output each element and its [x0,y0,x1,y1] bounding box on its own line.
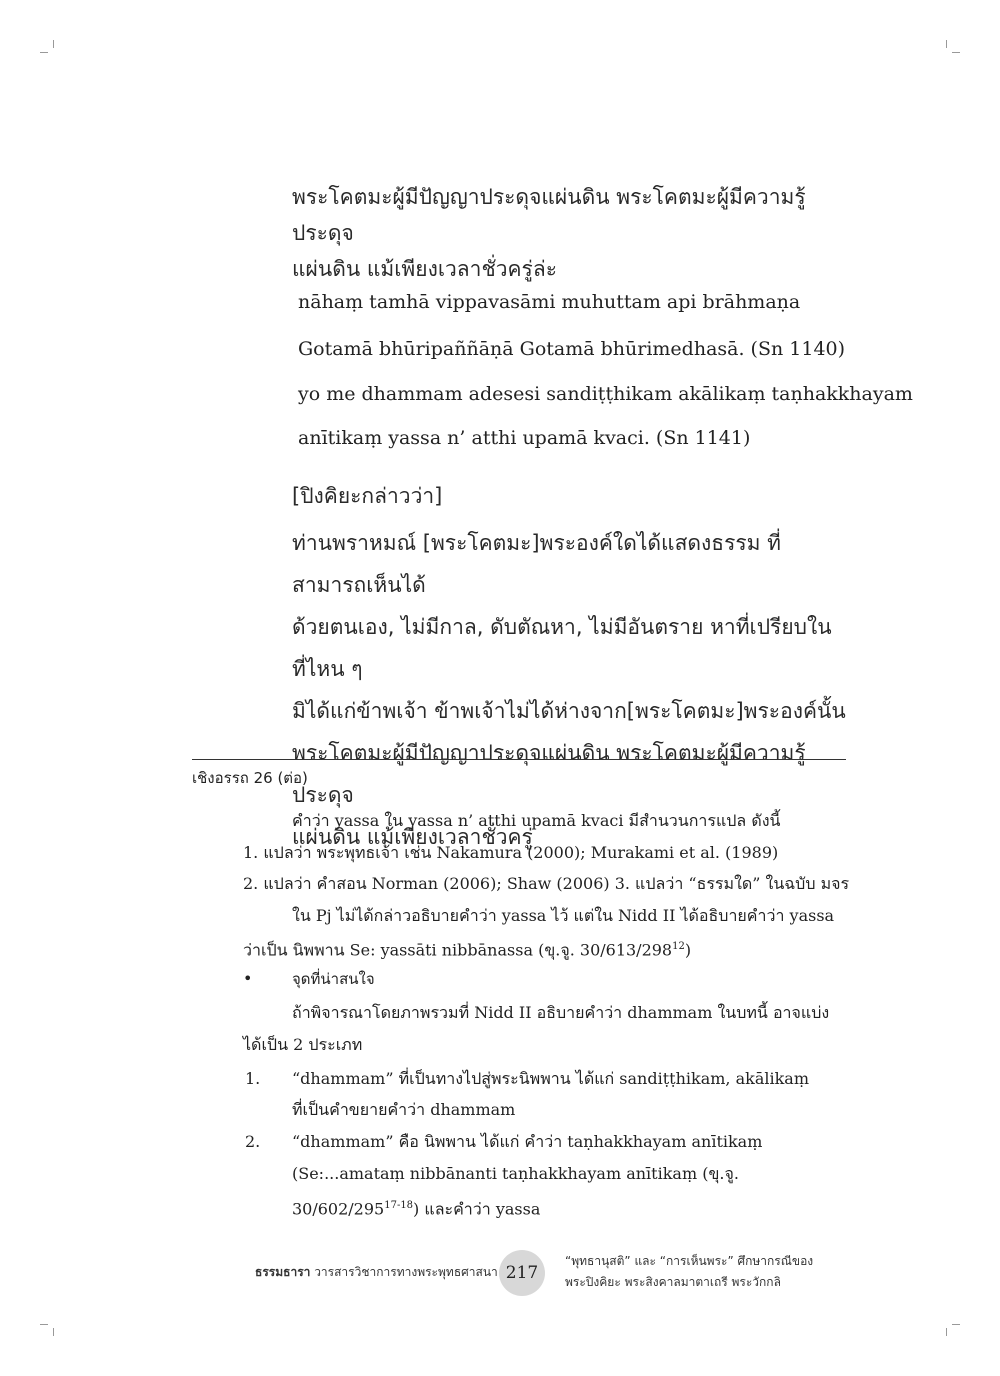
list-number: 1. [245,1069,261,1088]
footnote-rule [192,759,846,760]
page-number-text: 217 [505,1263,539,1283]
footnote-line: 2. แปลว่า คำสอน Norman (2006); Shaw (2006) 3. แปลว่า “ธรรมใด” ในฉบับ มจร [243,874,850,893]
crop-mark-top-left [40,40,54,54]
list-item-line: (Se:...amataṃ nibbānanti taṇhakkhayam anītikaṃ (ขุ.จู. [292,1164,739,1183]
list-number: 2. [245,1132,261,1151]
pali-line: Gotamā bhūripaññāṇā Gotamā bhūrimedhasā. (Sn 1140) [298,338,846,360]
article-title-line: “พุทธานุสติ” และ “การเห็นพระ” ศึกษากรณีของ [565,1254,814,1268]
list-item-line: “dhammam” ที่เป็นทางไปสู่พระนิพพาน ได้แก่ sandiṭṭhikam, akālikaṃ [292,1069,809,1088]
speaker-label: [ปิงคิยะกล่าวว่า] [292,484,443,508]
journal-name: ธรรมธารา [255,1265,311,1279]
pali-line: anītikaṃ yassa n’ atthi upamā kvaci. (Sn 1141) [298,427,751,449]
crop-mark-bottom-left [40,1322,54,1336]
footnote-text: 30/602/295 [292,1199,385,1219]
footnote-text: ว่าเป็น นิพพาน Se: yassāti nibbānassa (ขุ.จู. 30/613/298 [243,940,673,960]
footnote-line: คำว่า yassa ใน yassa n’ atthi upamā kvaci มีสำนวนการแปล ดังนี้ [292,811,781,830]
translation-block [292,522,848,858]
verse-top [292,179,848,287]
footnote-line: 1. แปลว่า พระพุทธเจ้า เช่น Nakamura (2000); Murakami et al. (1989) [243,843,779,862]
crop-mark-bottom-right [946,1322,960,1336]
translation-line: มิได้แก่ข้าพเจ้า ข้าพเจ้าไม่ได้ห่างจาก[พระโคตมะ]พระองค์นั้น [292,699,846,723]
pali-line: yo me dhammam adesesi sandiṭṭhikam akālikaṃ taṇhakkhayam [298,383,913,405]
article-title-line: พระปิงคิยะ พระสิงคาลมาตาเถรี พระวักกลิ [565,1275,781,1289]
translation-line: ท่านพราหมณ์ [พระโคตมะ]พระองค์ใดได้แสดงธรรม ที่สามารถเห็นได้ [292,531,782,597]
translation-line: แผ่นดิน แม้เพียงเวลาชั่วครู่ [292,825,533,849]
footnote-superscript: 12 [672,941,685,952]
footnote-line: จุดที่น่าสนใจ [292,970,375,988]
footnote-line: ใน Pj ไม่ได้กล่าวอธิบายคำว่า yassa ไว้ แต่ใน Nidd II ได้อธิบายคำว่า yassa [292,906,835,925]
list-item-line [292,1195,540,1220]
verse-top-line: พระโคตมะผู้มีปัญญาประดุจแผ่นดิน พระโคตมะผู้มีความรู้ประดุจ [292,185,806,245]
page-number [499,1250,545,1296]
verse-top-line: แผ่นดิน แม้เพียงเวลาชั่วครู่ล่ะ [292,257,557,281]
footnote-text: ) [684,940,692,960]
translation-line: ด้วยตนเอง, ไม่มีกาล, ดับตัณหา, ไม่มีอันตราย หาที่เปรียบในที่ไหน ๆ [292,615,832,681]
translation-line: พระโคตมะผู้มีปัญญาประดุจแผ่นดิน พระโคตมะผู้มีความรู้ประดุจ [292,741,806,807]
list-item-line: ที่เป็นคำขยายคำว่า dhammam [292,1100,516,1119]
footnote-superscript: 17-18 [384,1200,414,1211]
bullet-icon: • [243,969,253,988]
footnote-line: ได้เป็น 2 ประเภท [243,1035,363,1054]
footnote-line: ถ้าพิจารณาโดยภาพรวมที่ Nidd II อธิบายคำว่า dhammam ในบทนี้ อาจแบ่ง [292,1003,830,1022]
footnote-line [243,936,691,961]
journal-description: วารสารวิชาการทางพระพุทธศาสนา [310,1265,498,1279]
journal-title [255,1263,498,1282]
list-item-line: “dhammam” คือ นิพพาน ได้แก่ คำว่า taṇhakkhayam anītikaṃ [292,1132,763,1151]
footnote-text: ) และคำว่า yassa [413,1199,541,1219]
crop-mark-top-right [946,40,960,54]
pali-line: nāhaṃ tamhā vippavasāmi muhuttam api brāhmaṇa [298,291,801,313]
article-title [565,1251,813,1293]
footnote-heading: เชิงอรรถ 26 (ต่อ) [192,769,308,787]
